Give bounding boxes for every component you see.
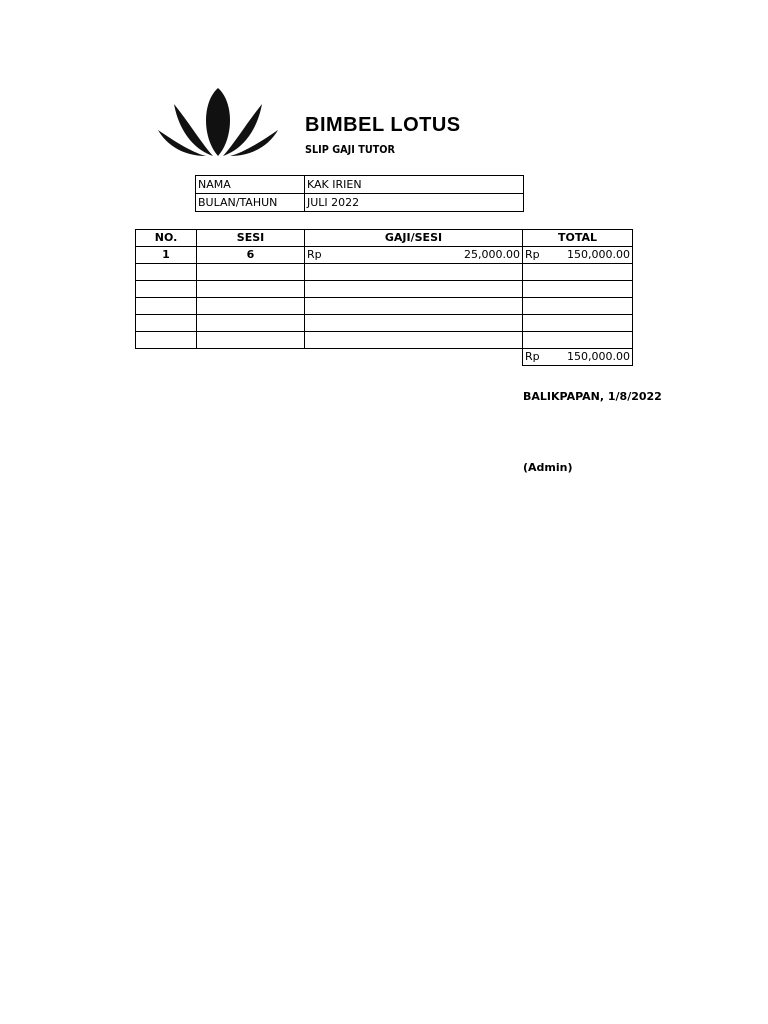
row-gaji-cell [305, 247, 523, 264]
table-row-empty [136, 332, 633, 349]
header-sesi: SESI [197, 230, 305, 247]
name-value: KAK IRIEN [305, 176, 524, 194]
info-row-name [196, 176, 524, 194]
info-row-period [196, 194, 524, 212]
table-row-empty [136, 315, 633, 332]
table-row [136, 247, 633, 264]
company-title: BIMBEL LOTUS [305, 114, 461, 136]
signature-label: (Admin) [523, 461, 573, 474]
table-row-empty [136, 264, 633, 281]
row-total-amount: 150,000.00 [567, 248, 630, 261]
row-gaji-amount: 25,000.00 [464, 248, 520, 261]
period-value: JULI 2022 [305, 194, 524, 212]
table-row-empty [136, 281, 633, 298]
grand-total-cell [523, 349, 633, 366]
row-sesi: 6 [197, 247, 305, 264]
grand-total-amount: 150,000.00 [567, 350, 630, 363]
salary-table [135, 229, 633, 366]
header-gaji-sesi: GAJI/SESI [305, 230, 523, 247]
table-row-empty [136, 298, 633, 315]
grand-total-currency: Rp [525, 350, 540, 363]
table-header-row [136, 230, 633, 247]
row-total-currency: Rp [525, 248, 540, 261]
place-date: BALIKPAPAN, 1/8/2022 [523, 390, 662, 403]
period-label: BULAN/TAHUN [196, 194, 305, 212]
grand-total-row [136, 349, 633, 366]
document-subtitle: SLIP GAJI TUTOR [305, 143, 395, 156]
tutor-info-table [195, 175, 524, 212]
header-total: TOTAL [523, 230, 633, 247]
row-gaji-currency: Rp [307, 248, 322, 261]
row-no: 1 [136, 247, 197, 264]
row-total-cell [523, 247, 633, 264]
lotus-icon [156, 86, 280, 158]
header-no: NO. [136, 230, 197, 247]
name-label: NAMA [196, 176, 305, 194]
